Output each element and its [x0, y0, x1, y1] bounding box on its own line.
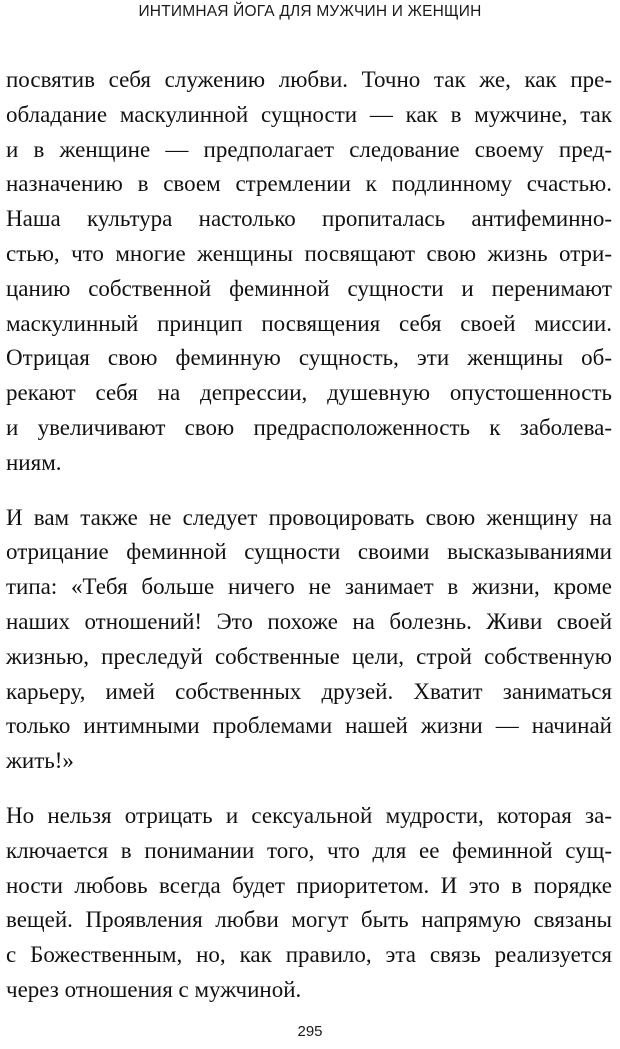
page-number: 295: [297, 1023, 323, 1040]
body-text: [6, 63, 612, 1008]
text-line: и увеличивают свою предрасположенность к заболева-: [6, 414, 612, 440]
text-line: Отрицая свою феминную сущность, эти женщины об-: [6, 345, 612, 371]
text-line: вещей. Проявления любви могут быть напрямую связаны: [6, 907, 612, 933]
text-line: обладание маскулинной сущности — как в мужчине, так: [6, 101, 612, 127]
text-line: ниям.: [6, 449, 62, 475]
text-line: только интимными проблемами нашей жизни — начинай: [6, 713, 612, 739]
text-line: посвятив себя служению любви. Точно так же, как пре-: [6, 67, 612, 92]
paragraph-1: [6, 63, 612, 481]
text-line: наших отношений! Это похоже на болезнь. Живи своей: [6, 608, 612, 634]
text-line: маскулинный принцип посвящения себя своей миссии.: [6, 310, 612, 336]
text-line: отрицание феминной сущности своими высказываниями: [6, 539, 612, 565]
text-line: И вам также не следует провоцировать свою женщину на: [6, 504, 612, 530]
text-line: рекают себя на депрессии, душевную опустошенность: [6, 380, 612, 406]
paragraph-2: [6, 501, 612, 779]
running-header: ИНТИМНАЯ ЙОГА ДЛЯ МУЖЧИН И ЖЕНЩИН: [138, 3, 482, 20]
text-line: Наша культура настолько пропиталась антифеминно-: [6, 206, 612, 232]
text-line: с Божественным, но, как правило, эта связь реализуется: [6, 942, 612, 968]
paragraph-gap: [6, 779, 612, 799]
text-line: типа: «Тебя больше ничего не занимает в жизни, кроме: [6, 574, 612, 600]
paragraph-3: [6, 799, 612, 1008]
text-line: карьеру, имей собственных друзей. Хватит заниматься: [6, 678, 612, 704]
text-line: стью, что многие женщины посвящают свою жизнь отри-: [6, 240, 612, 266]
text-line: через отношения с мужчиной.: [6, 976, 302, 1002]
text-line: ключается в понимании того, что для ее феминной сущ-: [6, 837, 612, 863]
paragraph-gap: [6, 481, 612, 501]
text-line: Но нельзя отрицать и сексуальной мудрости, которая за-: [6, 802, 612, 828]
text-line: жить!»: [6, 748, 74, 774]
text-line: ности любовь всегда будет приоритетом. И это в порядке: [6, 872, 612, 898]
text-line: цанию собственной феминной сущности и перенимают: [6, 275, 612, 301]
text-line: и в женщине — предполагает следование своему пред-: [6, 136, 612, 162]
text-line: назначению в своем стремлении к подлинному счастью.: [6, 171, 612, 197]
text-line: жизнью, преследуй собственные цели, строй собственную: [6, 643, 612, 669]
